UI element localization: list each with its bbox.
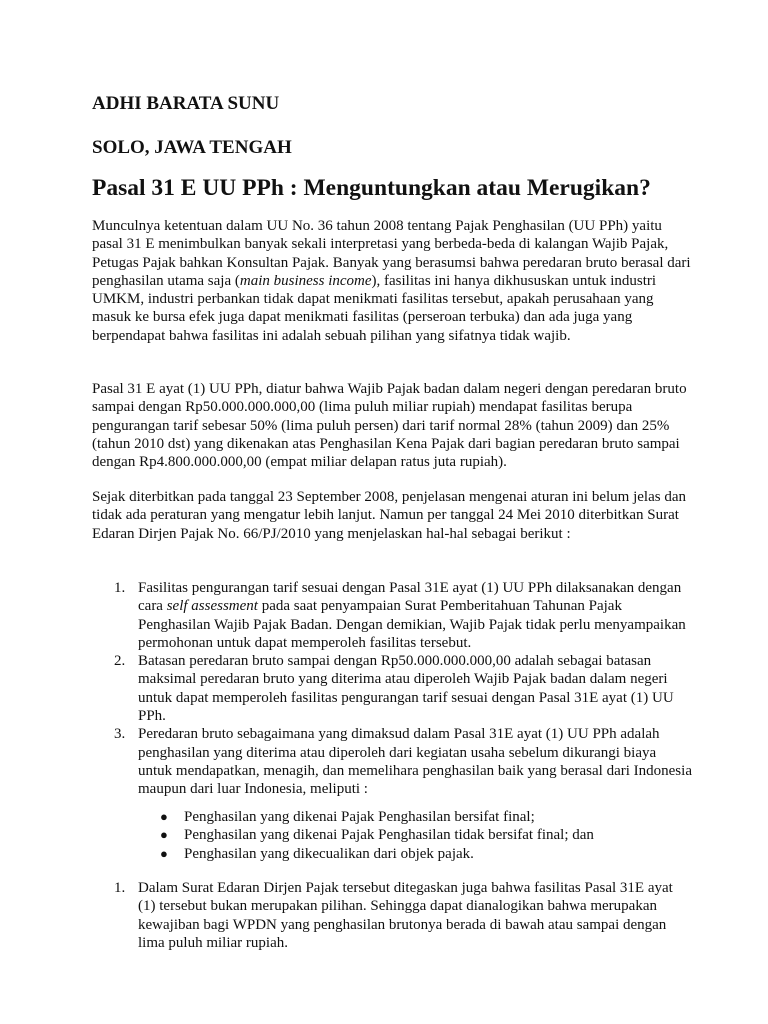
- list-item-text: Fasilitas pengurangan tarif sesuai dengan Pasal 31E ayat (1) UU PPh dilaksanakan dengan cara: [138, 580, 682, 615]
- list-item-italic: self assessment: [166, 598, 258, 615]
- list-item-number: 1.: [114, 880, 126, 896]
- bullet-icon: ●: [160, 809, 168, 824]
- paragraph-intro-italic: main business income: [239, 272, 372, 289]
- list-item-text: Batasan peredaran bruto sampai dengan Rp50.000.000.000,00 adalah sebagai batasan maksimal peredaran bruto yang diterima atau diperoleh Wajib Pajak badan dalam negeri untuk dapat memperoleh fasilitas pengurangan tarif sesuai dengan Pasal 31E ayat (1) UU PPh.: [138, 653, 674, 725]
- bullet-item-text: Penghasilan yang dikenai Pajak Penghasilan tidak bersifat final; dan: [184, 827, 594, 844]
- list-item-text-end: pada saat penyampaian Surat Pemberitahuan Tahunan Pajak Penghasilan Wajib Pajak Badan. Dengan demikian, Wajib Pajak tidak perlu menyampaikan permohonan untuk dapat memperoleh fasilitas tersebut.: [138, 598, 686, 651]
- bullet-icon: ●: [160, 827, 168, 843]
- author-location: SOLO, JAWA TENGAH: [92, 137, 292, 158]
- paragraph-circular: Sejak diterbitkan pada tanggal 23 September 2008, penjelasan mengenai aturan ini belum jelas dan tidak ada peraturan yang mengatur lebih lanjut. Namun per tanggal 24 Mei 2010 diterbitkan Surat Edaran Dirjen Pajak No. 66/PJ/2010 yang menjelaskan hal-hal sebagai berikut :: [92, 489, 686, 542]
- list-item: [92, 879, 692, 952]
- list-item-text: Peredaran bruto sebagaimana yang dimaksud dalam Pasal 31E ayat (1) UU PPh adalah penghasilan yang diterima atau diperoleh dari kegiatan usaha sebelum dikurangi biaya untuk mendapatkan, menagih, dan memelihara penghasilan baik yang berasal dari Indonesia maupun dari luar Indonesia, meliputi :: [138, 726, 692, 798]
- paragraph-intro-text-b: ), fasilitas ini hanya dikhususkan untuk industri UMKM, industri perbankan tidak dapat menikmati fasilitas tersebut, apakah perusahaan yang masuk ke bursa efek juga dapat menikmati fasilitas (perseroan terbuka) dan ada juga yang berpendapat bahwa fasilitas ini adalah sebuah pilihan yang sifatnya tidak wajib.: [92, 272, 657, 344]
- paragraph-article-31e: Pasal 31 E ayat (1) UU PPh, diatur bahwa Wajib Pajak badan dalam negeri dengan peredaran bruto sampai dengan Rp50.000.000.000,00 (lima puluh miliar rupiah) mendapat fasilitas berupa pengurangan tarif sebesar 50% (lima puluh persen) dari tarif normal 28% (tahun 2009) dan 25% (tahun 2010 dst) yang dikenakan atas Penghasilan Kena Pajak dari bagian peredaran bruto sampai dengan Rp4.800.000.000,00 (empat miliar delapan ratus juta rupiah).: [92, 381, 687, 471]
- bullet-item-text: Penghasilan yang dikenai Pajak Penghasilan bersifat final;: [184, 809, 535, 825]
- bullet-item: [92, 826, 692, 844]
- list-item: [92, 652, 692, 725]
- author-name: ADHI BARATA SUNU: [92, 93, 280, 114]
- bullet-item-text: Penghasilan yang dikecualikan dari objek pajak.: [184, 845, 474, 862]
- bullet-item: [92, 845, 692, 863]
- list-item-number: 1.: [114, 580, 126, 596]
- list-item: [92, 725, 692, 798]
- paragraph-intro: [92, 217, 692, 345]
- list-item-text: Dalam Surat Edaran Dirjen Pajak tersebut ditegaskan juga bahwa fasilitas Pasal 31E ayat (1) tersebut bukan merupakan pilihan. Sehingga dapat dianalogikan bahwa merupakan kewajiban bagi WPDN yang penghasilan brutonya berada di bawah atau sampai dengan lima puluh miliar rupiah.: [138, 880, 673, 951]
- list-item-number: 3.: [114, 726, 126, 743]
- list-item: [92, 579, 692, 652]
- article-title: Pasal 31 E UU PPh : Menguntungkan atau Merugikan?: [92, 175, 651, 201]
- numbered-list-continued: [92, 879, 692, 952]
- bullet-list: [92, 808, 692, 863]
- list-item-number: 2.: [114, 653, 126, 670]
- bullet-item: [92, 808, 692, 826]
- bullet-icon: ●: [160, 845, 168, 861]
- paragraph-intro-text-a: Munculnya ketentuan dalam UU No. 36 tahun 2008 tentang Pajak Penghasilan (UU PPh) yaitu pasal 31 E menimbulkan banyak sekali interpretasi yang berbeda-beda di kalangan Wajib Pajak, Petugas Pajak bahkan Konsultan Pajak. Banyak yang berasumsi bahwa peredaran bruto berasal dari penghasilan utama saja (: [92, 218, 691, 289]
- numbered-list: [92, 579, 692, 799]
